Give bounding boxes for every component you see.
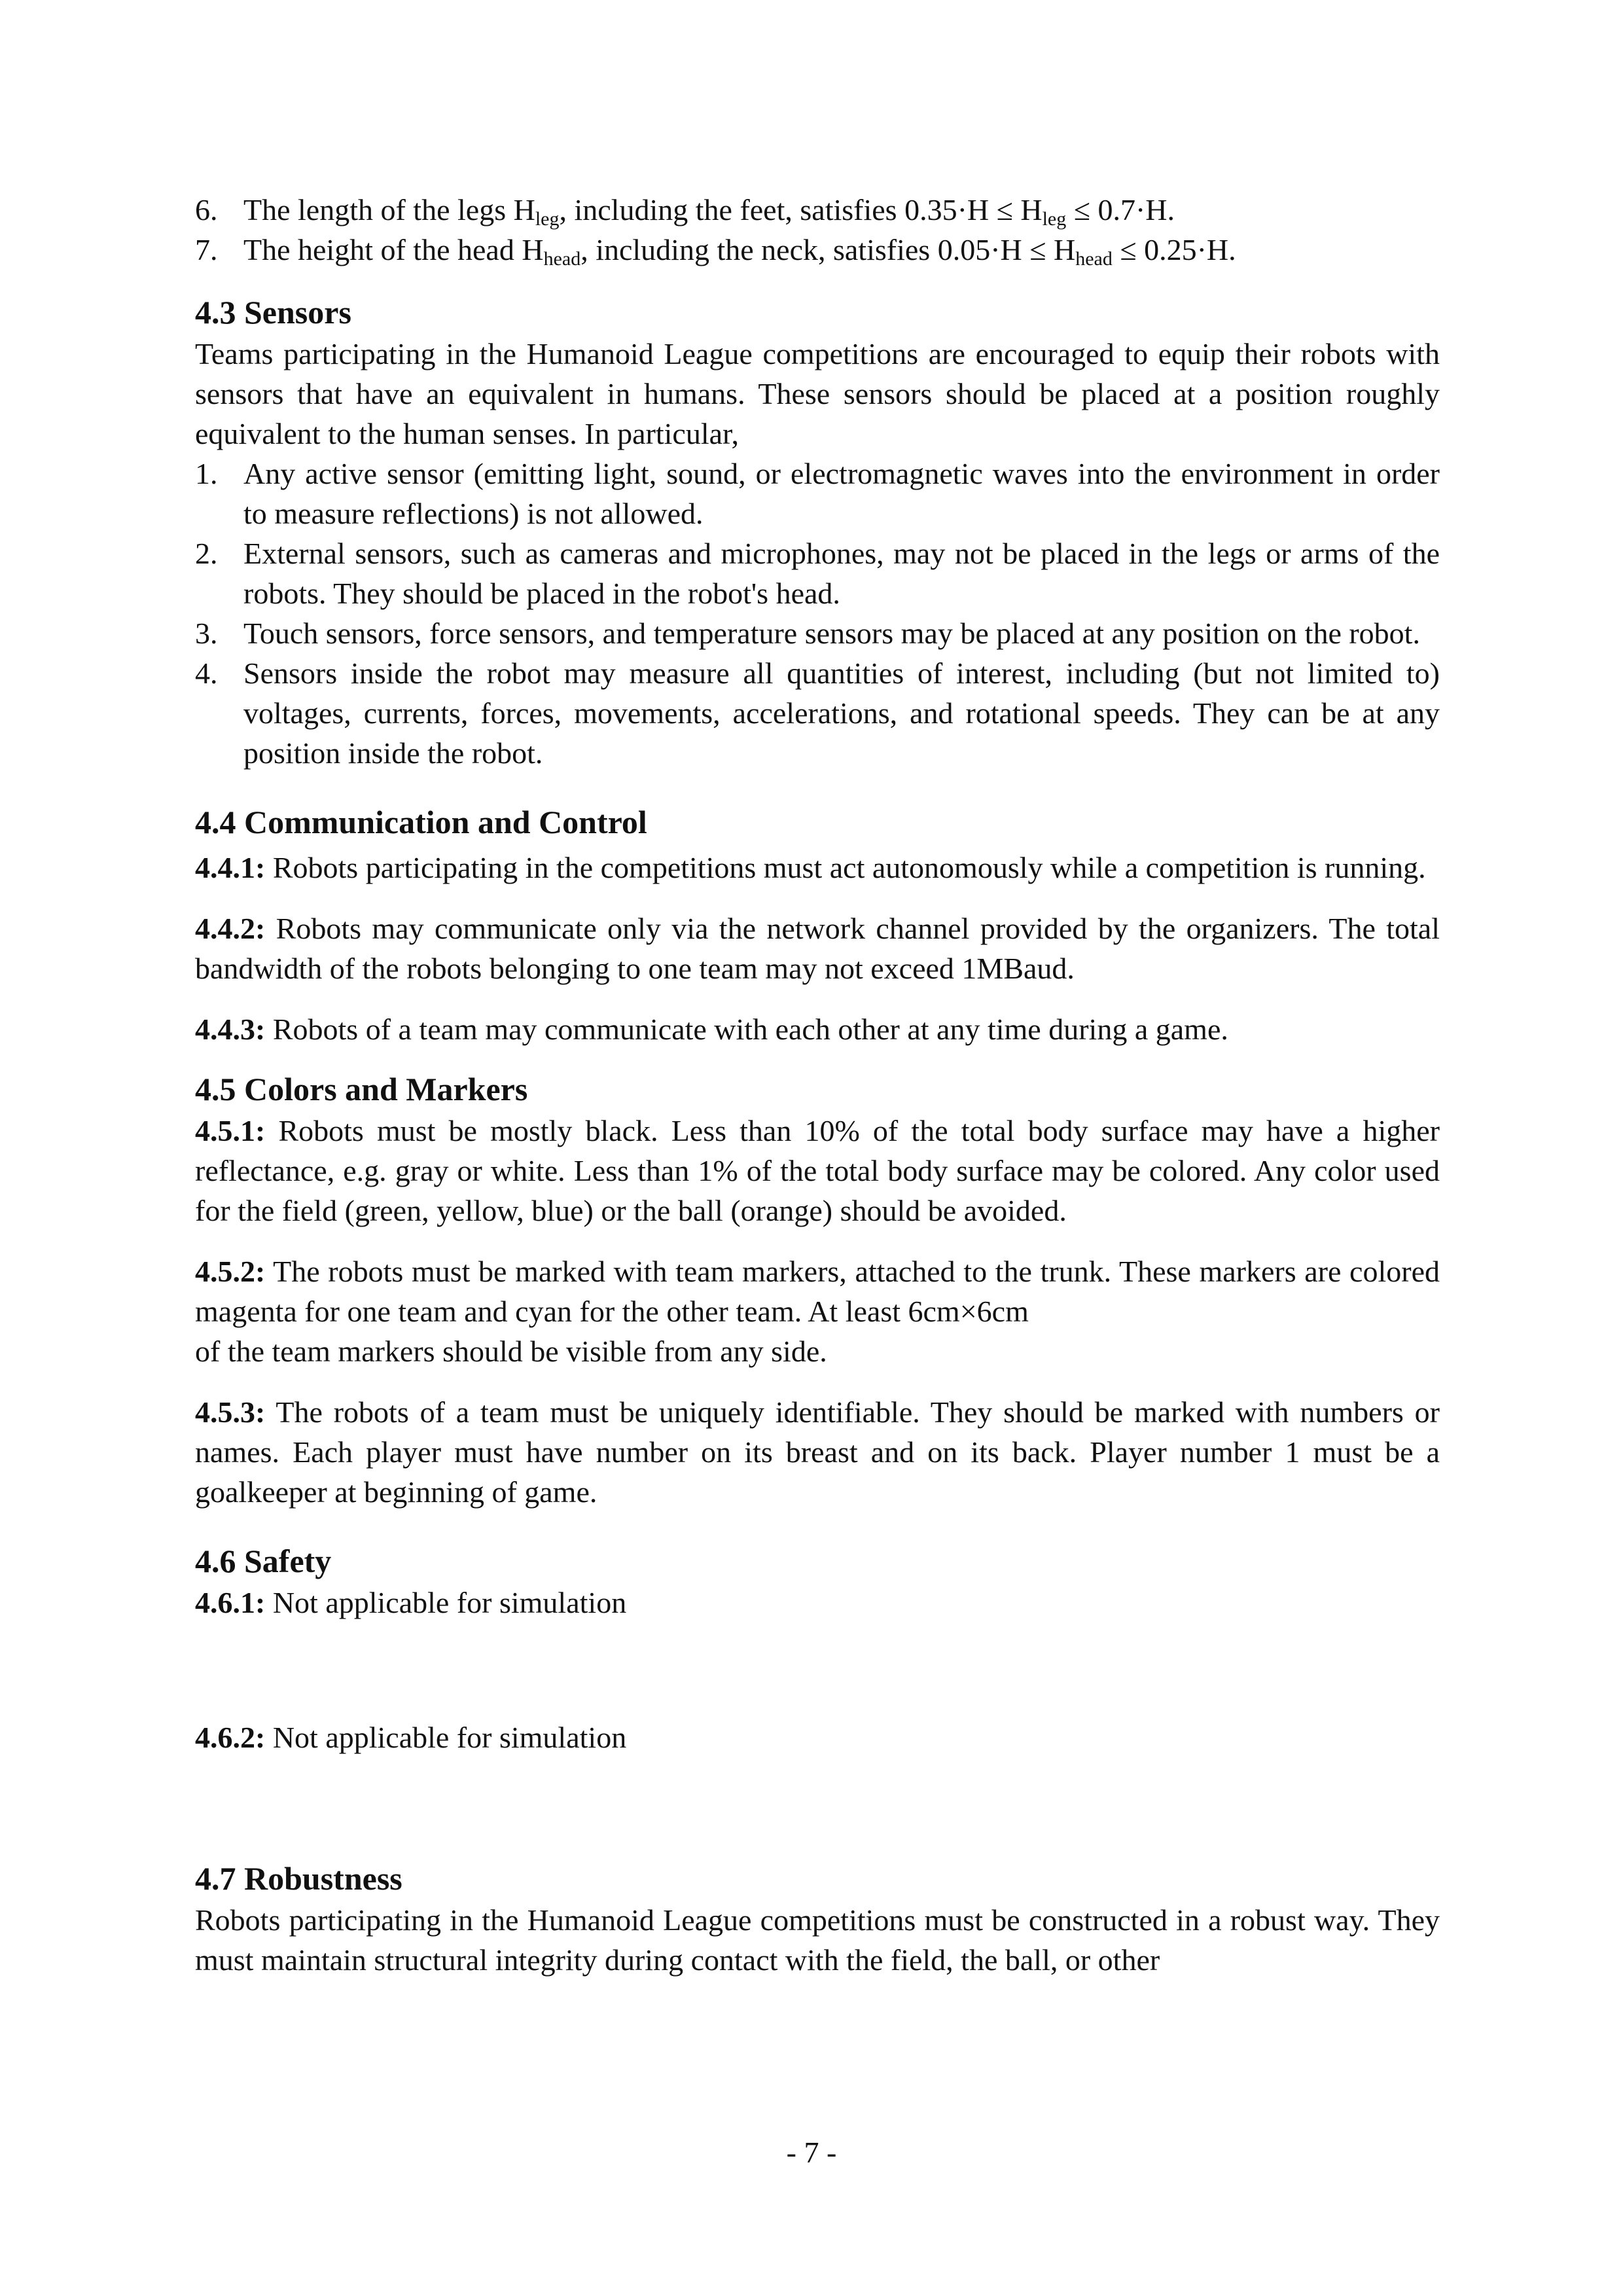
section-heading-safety: 4.6 Safety <box>195 1543 332 1579</box>
section-heading-robustness: 4.7 Robustness <box>195 1860 402 1897</box>
rule-paragraph: 4.5.2: The robots must be marked with team markers, attached to the trunk. These markers are colored magenta for one team and cyan for the other team. At least 6cm×6cm of the team markers should be visible from any side. <box>195 1255 1440 1368</box>
rule-paragraph: 4.6.2: Not applicable for simulation <box>195 1721 627 1754</box>
rule-paragraph: 4.5.3: The robots of a team must be uniquely identifiable. They should be marked with numbers or names. Each player must have number on its breast and on its back. Player number 1 must be a goalkeeper at beginning of game. <box>195 1395 1440 1509</box>
list-item: 3. Touch sensors, force sensors, and temperature sensors may be placed at any position on the robot. <box>195 617 1420 650</box>
rule-paragraph: 4.4.1: Robots participating in the competitions must act autonomously while a competition is running. <box>195 851 1426 884</box>
robustness-paragraph: Robots participating in the Humanoid League competitions must be constructed in a robust way. They must maintain structural integrity during contact with the field, the ball, or other <box>195 1903 1440 1977</box>
document-page <box>195 190 1440 1980</box>
rule-paragraph: 4.6.1: Not applicable for simulation <box>195 1586 627 1619</box>
list-item: 2. External sensors, such as cameras and microphones, may not be placed in the legs or arms of the robots. They should be placed in the robot's head. <box>195 537 1440 610</box>
rule-paragraph: 4.4.2: Robots may communicate only via the network channel provided by the organizers. The total bandwidth of the robots belonging to one team may not exceed 1MBaud. <box>195 912 1440 985</box>
rule-paragraph: 4.5.1: Robots must be mostly black. Less than 10% of the total body surface may have a higher reflectance, e.g. gray or white. Less than 1% of the total body surface may be colored. Any color used for the field (green, yellow, blue) or the ball (orange) should be avoided. <box>195 1114 1440 1227</box>
page-number: - 7 - <box>786 2136 837 2169</box>
list-item: 7. The height of the head $H_{head}$, including the neck, satisfies $0.05\cdot H \le H_{head} \le 0.25\cdot H$. <box>195 233 1236 270</box>
section-heading-colors: 4.5 Colors and Markers <box>195 1071 528 1107</box>
sensors-intro: Teams participating in the Humanoid League competitions are encouraged to equip their robots with sensors that have an equivalent in humans. These sensors should be placed at a position roughly equivalent to the human senses. In particular, <box>195 337 1440 450</box>
rule-paragraph: 4.4.3: Robots of a team may communicate with each other at any time during a game. <box>195 1013 1228 1046</box>
list-item: 6. The length of the legs $H_{leg}$, including the feet, satisfies $0.35\cdot H \le H_{leg} \le 0.7\cdot H$. <box>195 193 1175 230</box>
list-item: 4. Sensors inside the robot may measure all quantities of interest, including (but not limited to) voltages, currents, forces, movements, accelerations, and rotational speeds. They can be at any position inside the robot. <box>195 656 1440 770</box>
section-heading-communication: 4.4 Communication and Control <box>195 804 647 840</box>
list-item: 1. Any active sensor (emitting light, sound, or electromagnetic waves into the environment in order to measure reflections) is not allowed. <box>195 457 1440 530</box>
section-heading-sensors: 4.3 Sensors <box>195 294 351 331</box>
